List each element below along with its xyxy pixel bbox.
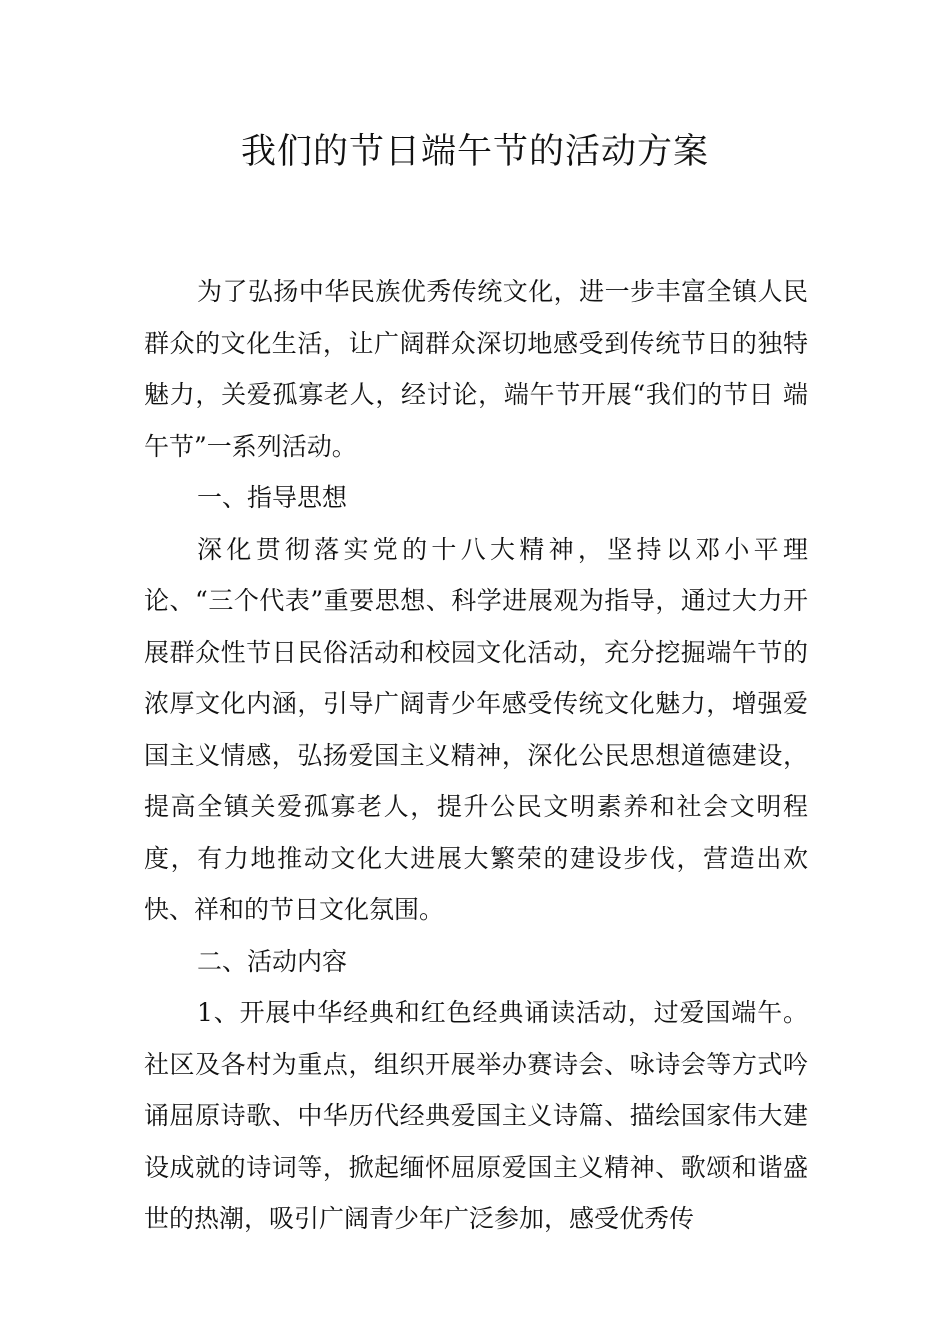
- section-heading-activity-content: 二、活动内容: [197, 946, 348, 976]
- section-heading-guiding-ideology: 一、指导思想: [197, 483, 348, 512]
- activity-item-1-paragraph: 1、开展中华经典和红色经典诵读活动，过爱国端午。社区及各村为重点，组织开展举办赛诗会、咏诗会等方式吟诵屈原诗歌、中华历代经典爱国主义诗篇、描绘国家伟大建设成就的诗词等，掀起缅怀屈原爱国主义精神、歌颂和谐盛世的热潮，吸引广阔青少年广泛参加，感受优秀传: [144, 998, 808, 1233]
- document-title: 我们的节日端午节的活动方案: [240, 132, 709, 172]
- document-body: [144, 266, 808, 1245]
- intro-paragraph: 为了弘扬中华民族优秀传统文化，进一步丰富全镇人民群众的文化生活，让广阔群众深切地感受到传统节日的独特魅力，关爱孤寡老人，经讨论，端午节开展“我们的节日 端午节”一系列活动。: [144, 277, 808, 461]
- guiding-ideology-paragraph: 深化贯彻落实党的十八大精神，坚持以邓小平理论、“三个代表”重要思想、科学进展观为指导，通过大力开展群众性节日民俗活动和校园文化活动，充分挖掘端午节的浓厚文化内涵，引导广阔青少年感受传统文化魅力，增强爱国主义情感，弘扬爱国主义精神，深化公民思想道德建设，提高全镇关爱孤寡老人，提升公民文明素养和社会文明程度，有力地推动文化大进展大繁荣的建设步伐，营造出欢快、祥和的节日文化氛围。: [144, 534, 808, 924]
